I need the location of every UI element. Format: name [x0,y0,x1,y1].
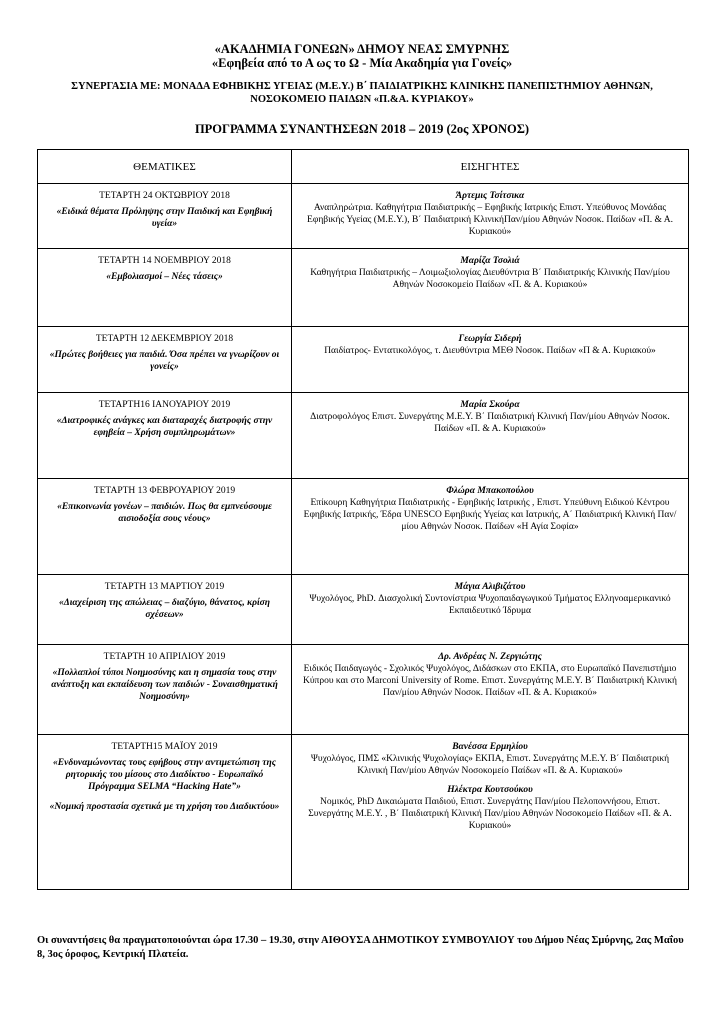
session-topic: «Διαχείριση της απώλειας – διαζύγιο, θάνατος, κρίση σχέσεων» [59,598,270,620]
session-date: ΤΕΤΑΡΤΗ 10 ΑΠΡΙΛΙΟΥ 2019 [103,652,226,662]
program-table [37,149,689,890]
session-topic: «Ενδυναμώνοντας τους εφήβους στην αντιμετώπιση της ρητορικής του μίσους στο Διαδίκτυο - Ευρωπαϊκό Πρόγραμμα SELMA “Hacking Hate”» [53,758,276,792]
speaker-name: Ηλέκτρα Κουτσούκου [447,785,533,795]
session-topic: «Επικοινωνία γονέων – παιδιών. Πως θα εμπνεύσουμε αισιοδοξία σους νέους» [57,502,272,524]
session-date: ΤΕΤΑΡΤΗ 13 ΜΑΡΤΙΟΥ 2019 [104,582,225,592]
speaker-affiliation: Νομικός, PhD Δικαιώματα Παιδιού, Επιστ. Συνεργάτης Παν/μίου Πελοποννήσου, Επιστ. Συνεργάτης Μ.Ε.Υ. , Β΄ Παιδιατρική Κλινική Παν/μίου Αθηνών Νοσοκομείο Παίδων «Π. & Α. Κυριακού» [308,797,672,831]
table-row [38,645,689,735]
topic-cell [38,735,292,890]
column-header-speakers: ΕΙΣΗΓΗΤΕΣ [292,150,689,184]
table-row [38,184,689,249]
speaker-cell [292,327,689,393]
speaker-affiliation: Καθηγήτρια Παιδιατρικής – Λοιμωξιολογίας Διευθύντρια Β΄ Παιδιατρικής Κλινικής Παν/μίου Αθηνών Νοσοκομείο Παίδων «Π. & Α. Κυριακού» [310,268,670,290]
footer-note: Οι συναντήσεις θα πραγματοποιούνται ώρα 17.30 – 19.30, στην ΑΙΘΟΥΣΑ ΔΗΜΟΤΙΚΟΥ ΣΥΜΒΟΥΛΙΟΥ του Δήμου Νέας Σμύρνης, 2ας Μαΐου 8, 3ος όροφος, Κεντρική Πλατεία. [37,935,684,960]
session-date: ΤΕΤΑΡΤΗ 13 ΦΕΒΡΟΥΑΡΙΟΥ 2019 [93,486,236,496]
session-topic: «Πολλαπλοί τύποι Νοημοσύνης και η σημασία τους στην ανάπτυξη και εκπαίδευση των παιδιών - Συναισθηματική Νοημοσύνη» [51,668,278,702]
session-date: ΤΕΤΑΡΤΗ 12 ΔΕΚΕΜΒΡΙΟΥ 2018 [95,334,234,344]
topic-cell [38,645,292,735]
speaker-cell [292,393,689,479]
speaker-name: Μαρία Σκούρα [460,400,520,410]
speaker-name: Δρ. Ανδρέας Ν. Ζεργιώτης [438,652,542,662]
topic-cell [38,393,292,479]
session-topic: «Ειδικά θέματα Πρόληψης στην Παιδική και Εφηβική υγεία» [56,207,273,229]
session-date: ΤΕΤΑΡΤΗ15 ΜΑΪΟΥ 2019 [111,742,218,752]
table-row [38,327,689,393]
session-date: ΤΕΤΑΡΤΗ16 ΙΑΝΟΥΑΡΙΟΥ 2019 [98,400,231,410]
table-row [38,393,689,479]
session-topic: «Πρώτες βοήθειες για παιδιά. Όσα πρέπει να γνωρίζουν οι γονείς» [49,350,280,372]
speaker-cell [292,735,689,890]
topic-cell [38,249,292,327]
session-topic-secondary: «Νομική προστασία σχετικά με τη χρήση του Διαδικτύου» [49,802,280,812]
speaker-cell [292,645,689,735]
speaker-name: Γεωργία Σιδερή [458,334,522,344]
topic-cell [38,479,292,575]
speaker-name: Άρτεμις Τσίτσικα [455,191,525,201]
academy-subtitle: «Εφηβεία από το Α ως το Ω - Μία Ακαδημία για Γονείς» [211,56,513,70]
topic-cell [38,327,292,393]
speaker-name: Μάγια Αλιβιζάτου [454,582,526,592]
speaker-cell [292,575,689,645]
table-row [38,575,689,645]
session-topic: «Διατροφικές ανάγκες και διαταραχές διατροφής στην εφηβεία – Χρήση συμπληρωμάτων» [56,416,273,438]
speaker-affiliation: Ειδικός Παιδαγωγός - Σχολικός Ψυχολόγος, Διδάσκων στο ΕΚΠΑ, στο Ευρωπαϊκό Πανεπιστήμιο Κύπρου και στο Marconi University of Rome. Επιστ. Συνεργάτης Μ.Ε.Υ. Β΄ Παιδιατρική Κλινική Παν/μίου Αθηνών Νοσοκ. Παίδων «Π. & Α. Κυριακού» [302,664,678,698]
speaker-cell [292,249,689,327]
table-row [38,249,689,327]
academy-title: «ΑΚΑΔΗΜΙΑ ΓΟΝΕΩΝ» ΔΗΜΟΥ ΝΕΑΣ ΣΜΥΡΝΗΣ [214,42,510,56]
session-topic: «Εμβολιασμοί – Νέες τάσεις» [106,272,223,282]
program-title: ΠΡΟΓΡΑΜΜΑ ΣΥΝΑΝΤΗΣΕΩΝ 2018 – 2019 (2ος ΧΡΟΝΟΣ) [194,122,530,136]
session-date: ΤΕΤΑΡΤΗ 14 ΝΟΕΜΒΡΙΟΥ 2018 [98,256,231,266]
column-header-topics: ΘΕΜΑΤΙΚΕΣ [38,150,292,184]
table-row [38,735,689,890]
speaker-name: Βανέσσα Ερμηλίου [452,742,528,752]
speaker-cell [292,184,689,249]
speaker-name: Φλώρα Μπακοπούλου [446,486,534,496]
topic-cell [38,575,292,645]
speaker-name: Μαρίζα Τσολιά [460,256,520,266]
speaker-affiliation: Διατροφολόγος Επιστ. Συνεργάτης Μ.Ε.Υ. Β΄ Παιδιατρική Κλινική Παν/μίου Αθηνών Νοσοκ. Παίδων «Π. & Α. Κυριακού» [310,412,670,434]
partner-line-2: ΝΟΣΟΚΟΜΕΙΟ ΠΑΙΔΩΝ «Π.&Α. ΚΥΡΙΑΚΟΥ» [250,94,474,105]
topic-cell [38,184,292,249]
partner-line-1: ΣΥΝΕΡΓΑΣΙΑ ΜΕ: ΜΟΝΑΔΑ ΕΦΗΒΙΚΗΣ ΥΓΕΙΑΣ (Μ.Ε.Υ.) Β΄ ΠΑΙΔΙΑΤΡΙΚΗΣ ΚΛΙΝΙΚΗΣ ΠΑΝΕΠΙΣΤΗΜΙΟΥ ΑΘΗΝΩΝ, [71,81,653,92]
speaker-affiliation: Ψυχολόγος, ΠΜΣ «Κλινικής Ψυχολογίας» ΕΚΠΑ, Επιστ. Συνεργάτης Μ.Ε.Υ. Β΄ Παιδιατρική Κλινική Παν/μίου Αθηνών Νοσοκομείο Παίδων «Π. & Α. Κυριακού» [310,754,670,776]
speaker-affiliation: Ψυχολόγος, PhD. Διασχολική Συντονίστρια Ψυχοπαιδαγωγικού Τμήματος Ελληνοαμερικανικό Εκπαιδευτικό Ίδρυμα [309,594,671,616]
speaker-affiliation: Παιδίατρος- Εντατικολόγος, τ. Διευθύντρια ΜΕΘ Νοσοκ. Παίδων «Π & Α. Κυριακού» [324,346,656,356]
speaker-affiliation: Αναπληρώτρια. Καθηγήτρια Παιδιατρικής – Εφηβικής Ιατρικής Επιστ. Υπεύθυνος Μονάδας Εφηβικής Υγείας (Μ.Ε.Υ.), Β΄ Παιδιατρική ΚλινικήΠαν/μίου Αθηνών Νοσοκ. Παίδων «Π. & Α. Κυριακού» [307,203,673,237]
table-header-row [38,150,689,184]
speaker-cell [292,479,689,575]
speaker-affiliation: Επίκουρη Καθηγήτρια Παιδιατρικής - Εφηβικής Ιατρικής , Επιστ. Υπεύθυνη Ειδικού Κέντρου Εφηβικής Ιατρικής, Έδρα UNESCO Εφηβικής Υγείας και Ιατρικής, Α΄ Παιδιατρική Κλινική Παν/μίου Αθηνών Νοσοκ. Παίδων «Η Αγία Σοφία» [303,498,677,532]
table-row [38,479,689,575]
session-date: ΤΕΤΑΡΤΗ 24 ΟΚΤΩΒΡΙΟΥ 2018 [99,191,230,201]
